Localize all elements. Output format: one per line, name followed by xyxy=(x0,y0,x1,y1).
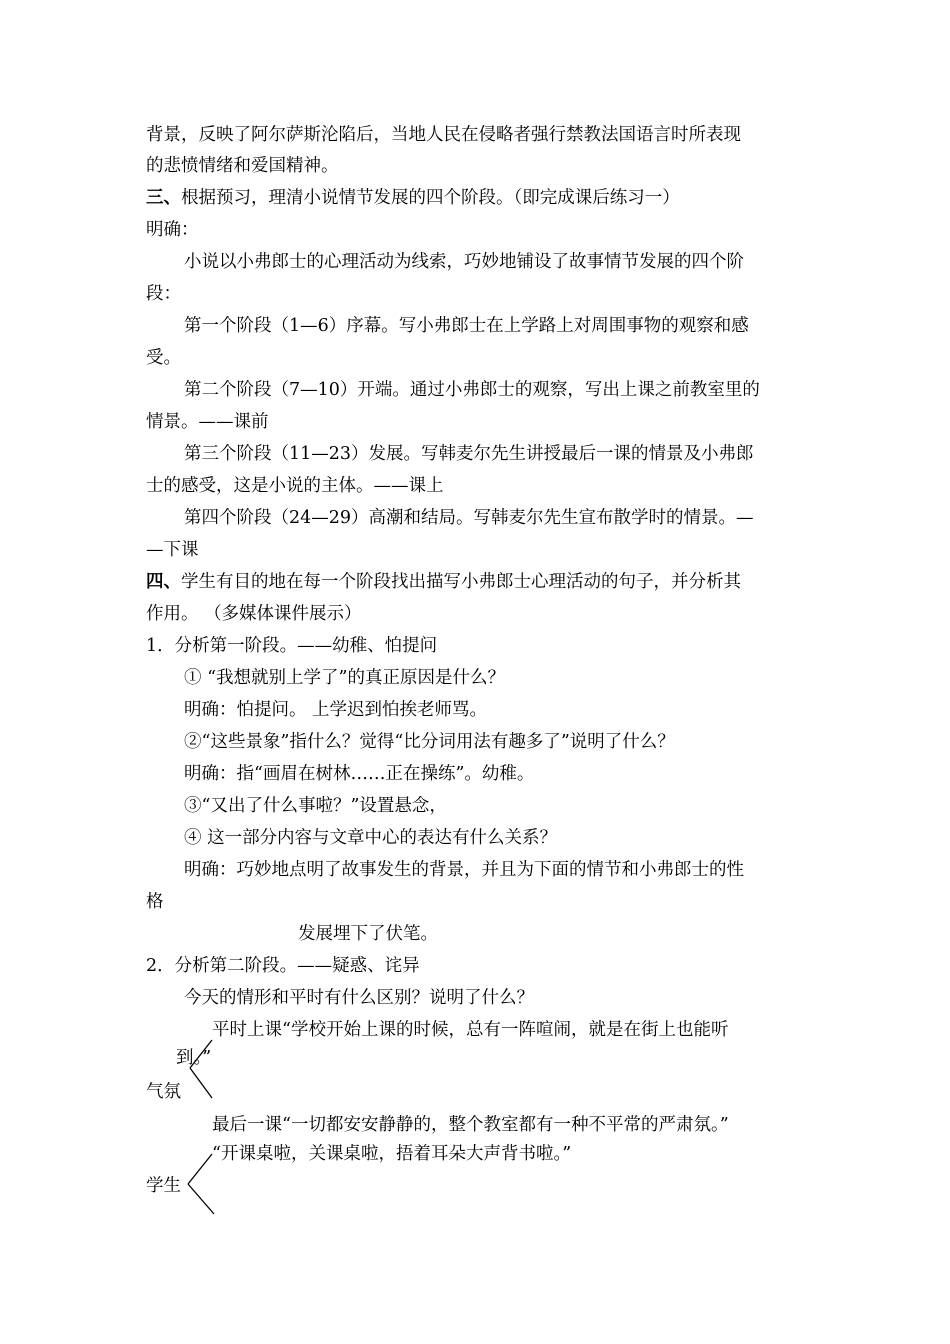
paragraph-line: 第四个阶段（24—29）高潮和结局。写韩麦尔先生宣布散学时的情景。— xyxy=(184,508,754,528)
question-item: ③“又出了什么事啦？”设置悬念， xyxy=(184,796,447,816)
paragraph-line: 段： xyxy=(146,284,181,304)
comparison-line: 最后一课“一切都安安静静的，整个教室都有一种不平常的严肃氛。” xyxy=(212,1115,729,1135)
question-item: ④ 这一部分内容与文章中心的表达有什么关系？ xyxy=(184,828,558,848)
answer-line: 发展埋下了伏笔。 xyxy=(298,924,438,944)
paragraph-line: 小说以小弗郎士的心理活动为线索，巧妙地铺设了故事情节发展的四个阶 xyxy=(184,252,744,272)
paragraph-line: 士的感受，这是小说的主体。——课上 xyxy=(146,476,444,496)
answer-line: 格 xyxy=(146,892,164,912)
subsection-heading: 2．分析第二阶段。——疑惑、诧异 xyxy=(146,956,420,976)
section-number: 四、 xyxy=(146,572,181,592)
bracket-label: 学生 xyxy=(146,1176,181,1196)
subsection-heading: 1．分析第一阶段。——幼稚、怕提问 xyxy=(146,636,438,656)
paragraph-line: 第一个阶段（1—6）序幕。写小弗郎士在上学路上对周围事物的观察和感 xyxy=(184,316,749,336)
bracket-label: 气氛 xyxy=(146,1082,181,1102)
comparison-line: “开课桌啦，关课桌啦，捂着耳朵大声背书啦。” xyxy=(212,1144,572,1164)
section-number: 三、 xyxy=(146,188,181,208)
paragraph-line: —下课 xyxy=(146,540,199,560)
paragraph-line: 作用。 （多媒体课件展示） xyxy=(146,604,362,624)
comparison-line: 到。” xyxy=(176,1048,212,1068)
answer-line: 明确：怕提问。 上学迟到怕挨老师骂。 xyxy=(184,700,488,720)
answer-label: 明确： xyxy=(146,220,199,240)
paragraph-line: 第二个阶段（7—10）开端。通过小弗郎士的观察，写出上课之前教室里的 xyxy=(184,380,760,400)
answer-line: 明确：巧妙地点明了故事发生的背景，并且为下面的情节和小弗郎士的性 xyxy=(184,860,744,880)
bracket-students xyxy=(188,1154,214,1214)
section-heading-text: 学生有目的地在每一个阶段找出描写小弗郎士心理活动的句子，并分析其 xyxy=(181,572,741,592)
paragraph-line: 的悲愤情绪和爱国精神。 xyxy=(146,156,339,176)
answer-line: 明确：指“画眉在树林……正在操练”。幼稚。 xyxy=(184,764,535,784)
question-item: ① “我想就别上学了”的真正原因是什么？ xyxy=(184,668,505,688)
paragraph-line: 情景。——课前 xyxy=(146,412,269,432)
comparison-line: 平时上课“学校开始上课的时候，总有一阵喧闹，就是在街上也能听 xyxy=(212,1020,729,1040)
paragraph-line: 背景，反映了阿尔萨斯沦陷后，当地人民在侵略者强行禁教法国语言时所表现 xyxy=(146,125,741,145)
bracket-atmosphere xyxy=(190,1040,212,1098)
section-heading-text: 根据预习，理清小说情节发展的四个阶段。（即完成课后练习一） xyxy=(181,188,680,208)
question-item: ②“这些景象”指什么？觉得“比分词用法有趣多了”说明了什么？ xyxy=(184,732,675,752)
paragraph-line: 第三个阶段（11—23）发展。写韩麦尔先生讲授最后一课的情景及小弗郎 xyxy=(184,444,754,464)
paragraph-line: 受。 xyxy=(146,348,181,368)
question-item: 今天的情形和平时有什么区别？说明了什么？ xyxy=(184,988,534,1008)
